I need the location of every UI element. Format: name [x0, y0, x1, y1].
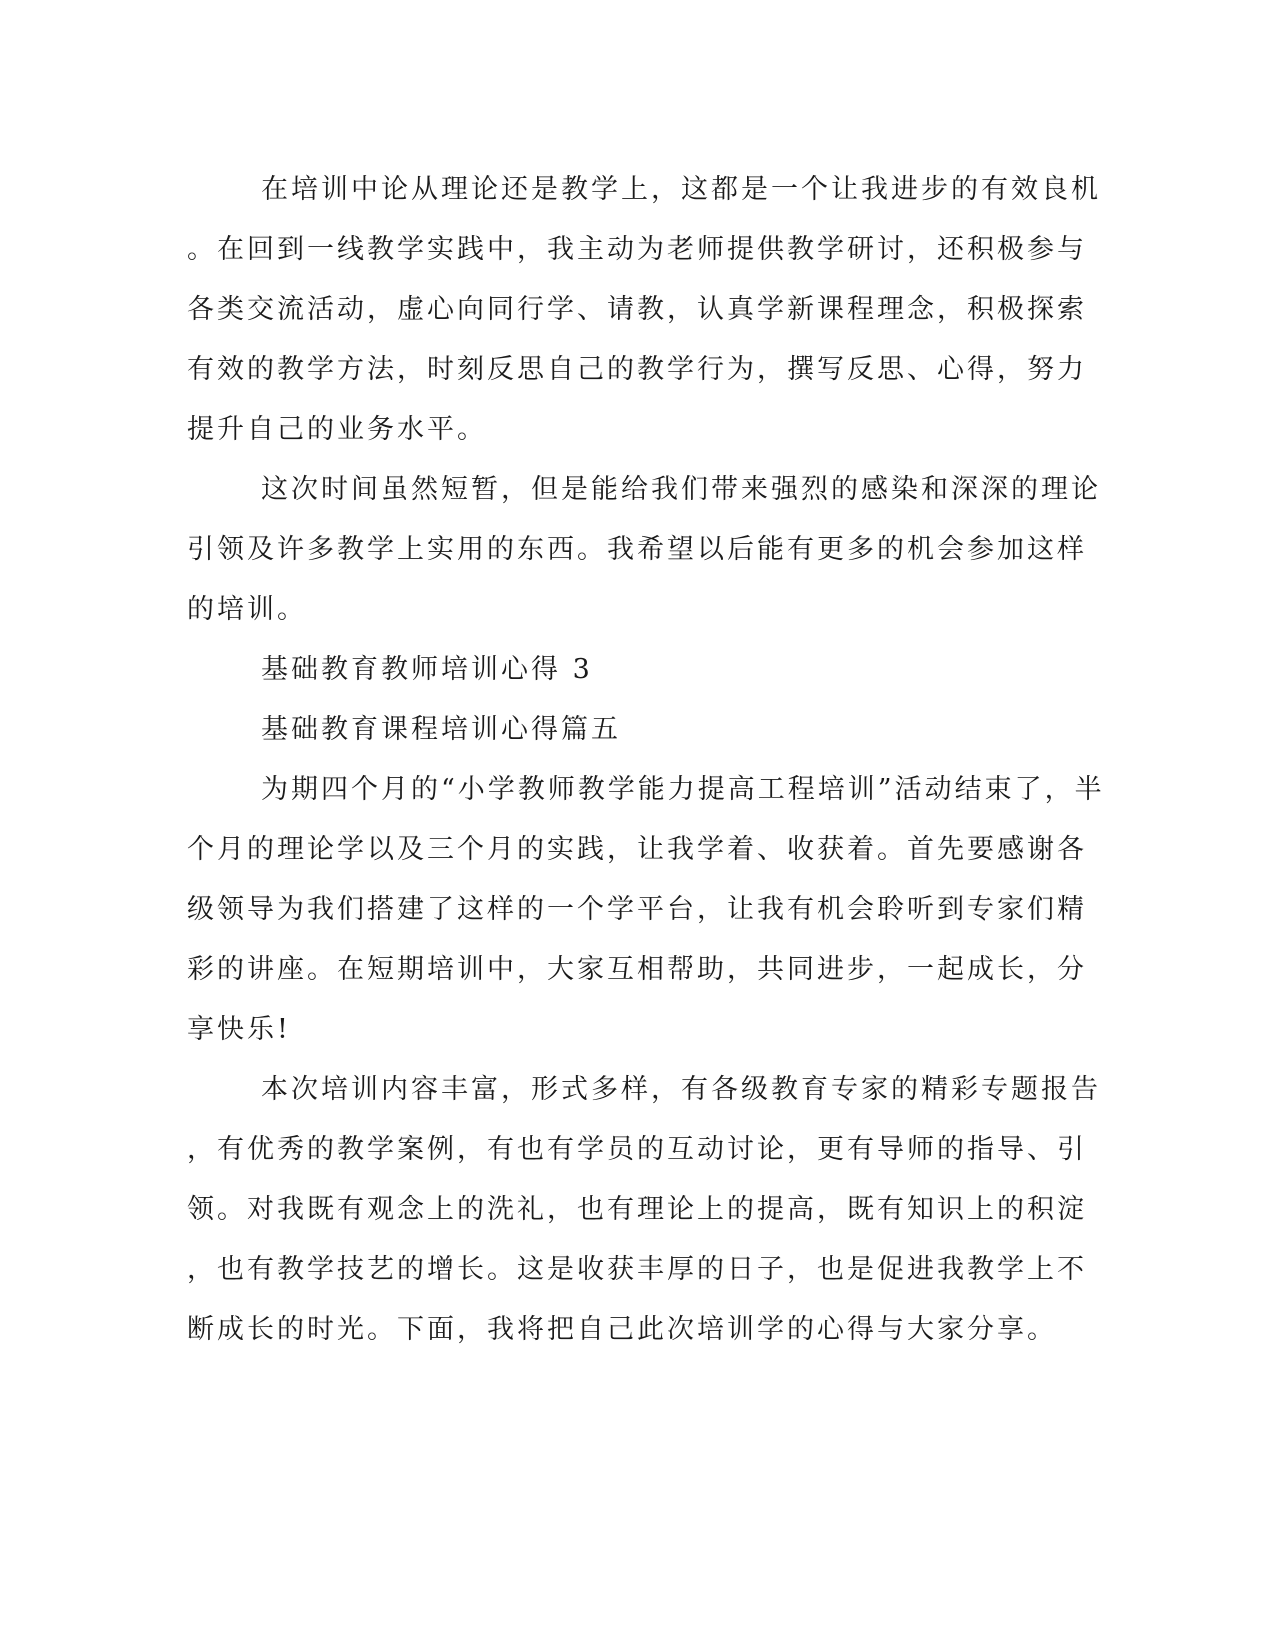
text-line: 引领及许多教学上实用的东西。我希望以后能有更多的机会参加这样 [187, 534, 1087, 565]
text-line: ，也有教学技艺的增长。这是收获丰厚的日子，也是促进我教学上不 [187, 1254, 1087, 1285]
text-line: 各类交流活动，虚心向同行学、请教，认真学新课程理念，积极探索 [187, 294, 1087, 325]
text-line: 级领导为我们搭建了这样的一个学平台，让我有机会聆听到专家们精 [187, 894, 1087, 925]
document-body [187, 160, 1105, 1360]
text-line: 领。对我既有观念上的洗礼，也有理论上的提高，既有知识上的积淀 [187, 1194, 1087, 1225]
text-line: 有效的教学方法，时刻反思自己的教学行为，撰写反思、心得，努力 [187, 354, 1087, 385]
text-line: 断成长的时光。下面，我将把自己此次培训学的心得与大家分享。 [187, 1314, 1057, 1345]
text-line: 提升自己的业务水平。 [187, 414, 487, 445]
text-line: 彩的讲座。在短期培训中，大家互相帮助，共同进步，一起成长，分 [187, 954, 1087, 985]
section-heading: 基础教育课程培训心得篇五 [261, 714, 621, 745]
text-line: 在培训中论从理论还是教学上，这都是一个让我进步的有效良机 [261, 174, 1101, 205]
text-line: 的培训。 [187, 594, 307, 625]
section-heading: 基础教育教师培训心得 3 [261, 654, 593, 685]
text-line: 个月的理论学以及三个月的实践，让我学着、收获着。首先要感谢各 [187, 834, 1087, 865]
text-line: 享快乐! [187, 1014, 291, 1045]
text-line: 。在回到一线教学实践中，我主动为老师提供教学研讨，还积极参与 [187, 234, 1087, 265]
text-line: 这次时间虽然短暂，但是能给我们带来强烈的感染和深深的理论 [261, 474, 1101, 505]
text-line: 为期四个月的“小学教师教学能力提高工程培训”活动结束了，半 [261, 774, 1105, 805]
text-line: 本次培训内容丰富，形式多样，有各级教育专家的精彩专题报告 [261, 1074, 1101, 1105]
text-line: ，有优秀的教学案例，有也有学员的互动讨论，更有导师的指导、引 [187, 1134, 1087, 1165]
